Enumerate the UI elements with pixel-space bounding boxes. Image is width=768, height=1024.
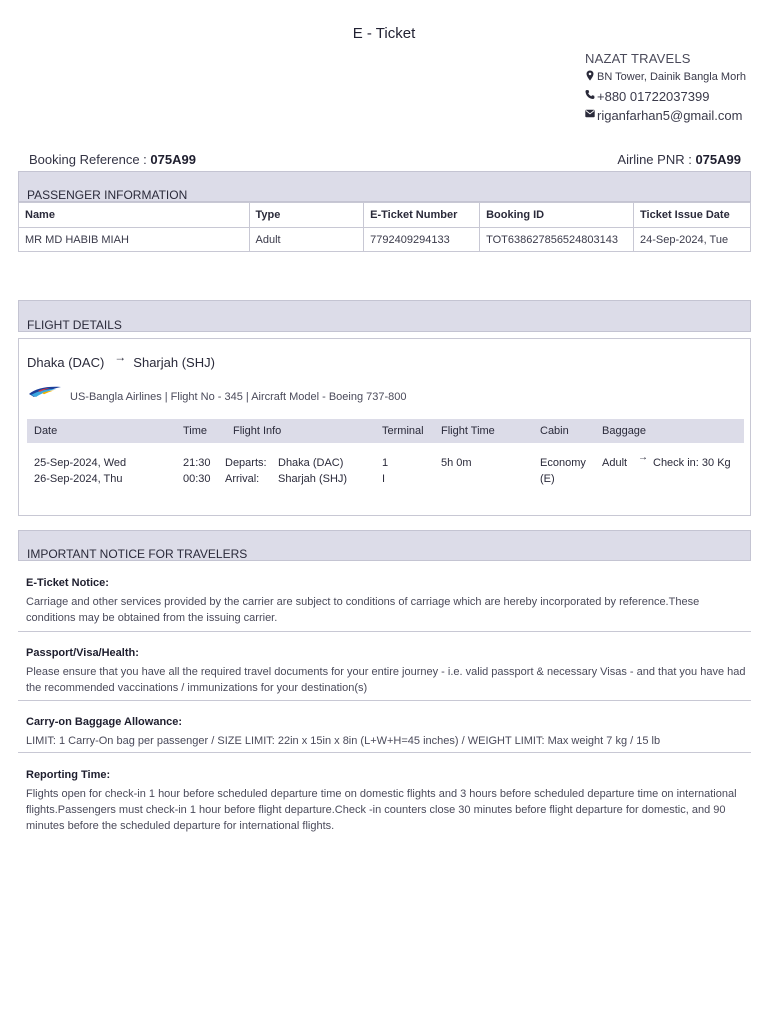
notice-passport-visa — [26, 647, 748, 696]
airline-info: US-Bangla Airlines | Flight No - 345 | Aircraft Model - Boeing 737-800 — [70, 391, 407, 403]
passenger-type: Adult — [249, 228, 364, 252]
airline-pnr-value: 075A99 — [695, 152, 741, 167]
arrival-time: 00:30 — [183, 473, 211, 485]
eticket-number: 7792409294133 — [364, 228, 480, 252]
column-header-name: Name — [19, 203, 250, 228]
arrow-right-icon: → — [638, 452, 648, 463]
arrow-right-icon: → — [114, 350, 127, 364]
agency-email — [585, 106, 765, 125]
notice-carry-on-baggage — [26, 716, 748, 749]
issue-date: 24-Sep-2024, Tue — [634, 228, 751, 252]
flight-section-header — [18, 300, 751, 332]
agency-name: NAZAT TRAVELS — [585, 51, 691, 66]
route-destination: Sharjah (SHJ) — [133, 355, 215, 370]
notice-text: Carriage and other services provided by the carrier are subject to conditions of carriage which are hereby incorporated by reference.These conditions may be obtained from the issuing carrier. — [26, 596, 700, 624]
airline-pnr — [617, 152, 741, 167]
agency-address — [585, 68, 765, 87]
divider — [18, 752, 751, 753]
envelope-icon — [585, 108, 595, 119]
phone-icon — [585, 89, 595, 100]
agency-email-text: riganfarhan5@gmail.com — [597, 108, 743, 123]
column-header-booking-id: Booking ID — [480, 203, 634, 228]
column-header-flight-info: Flight Info — [233, 425, 282, 437]
column-header-baggage: Baggage — [602, 425, 647, 437]
column-header-type: Type — [249, 203, 364, 228]
passenger-section-title: PASSENGER INFORMATION — [27, 188, 188, 202]
column-header-issue-date: Ticket Issue Date — [634, 203, 751, 228]
airline-logo — [28, 385, 62, 399]
notice-title: Reporting Time: — [26, 769, 111, 781]
booking-reference-value: 075A99 — [150, 152, 196, 167]
booking-id: TOT638627856524803143 — [480, 228, 634, 252]
arrival-place: Sharjah (SHJ) — [278, 473, 348, 485]
arrival-terminal: I — [382, 473, 386, 485]
route-origin: Dhaka (DAC) — [27, 355, 105, 370]
reference-row — [29, 152, 741, 167]
notice-text: LIMIT: 1 Carry-On bag per passenger / SIZE LIMIT: 22in x 15in x 8in (L+W+H=45 inches) / WEIGHT LIMIT: Max weight 7 kg / 15 lb — [26, 735, 661, 747]
departure-terminal: 1 — [382, 457, 389, 469]
column-header-cabin: Cabin — [540, 425, 569, 437]
notice-section-header — [18, 530, 751, 561]
flight-route — [27, 350, 215, 370]
cabin-class: Economy — [540, 457, 586, 469]
cabin-class-code: (E) — [540, 473, 555, 485]
agency-info — [585, 51, 765, 125]
segment-table-header — [27, 419, 744, 443]
airline-pnr-label: Airline PNR : — [617, 152, 692, 167]
arrival-date: 26-Sep-2024, Thu — [34, 473, 123, 485]
arrival-label: Arrival: — [225, 473, 260, 485]
column-header-time: Time — [183, 425, 208, 437]
divider — [18, 631, 751, 632]
notice-title: Passport/Visa/Health: — [26, 647, 139, 659]
column-header-terminal: Terminal — [382, 425, 424, 437]
passenger-name: MR MD HABIB MIAH — [19, 228, 250, 252]
flight-section-title: FLIGHT DETAILS — [27, 318, 122, 332]
passenger-section-header — [18, 171, 751, 202]
passenger-table — [18, 202, 751, 252]
notice-reporting-time — [26, 769, 748, 834]
flight-details-box — [18, 338, 751, 516]
notice-eticket — [26, 577, 748, 626]
location-pin-icon — [585, 70, 595, 81]
passenger-table-header — [19, 203, 751, 228]
baggage-allowance: Check in: 30 Kg — [653, 457, 731, 469]
departure-label: Departs: — [225, 457, 267, 469]
notice-text: Please ensure that you have all the required travel documents for your entire journey - i.e. valid passport & necessary Visas - and that you have had the recommended vaccinations / immunizations for your destination(s) — [26, 666, 746, 694]
departure-date: 25-Sep-2024, Wed — [34, 457, 127, 469]
page-title: E - Ticket — [352, 25, 416, 42]
notice-text: Flights open for check-in 1 hour before scheduled departure time on domestic flights and 3 hours before scheduled departure time on international flights.Passengers must check-in 1 hour before flight departure.Check -in counters close 30 minutes before flight departure for domestic, and 90 minutes before the scheduled departure for international flights. — [26, 788, 737, 832]
column-header-flight-time: Flight Time — [441, 425, 495, 437]
baggage-type: Adult — [602, 457, 628, 469]
table-row — [19, 228, 751, 252]
agency-phone-text: +880 01722037399 — [597, 89, 710, 104]
divider — [18, 700, 751, 701]
column-header-eticket: E-Ticket Number — [364, 203, 480, 228]
agency-phone — [585, 87, 765, 106]
notice-section-title: IMPORTANT NOTICE FOR TRAVELERS — [27, 547, 248, 561]
agency-address-text: BN Tower, Dainik Bangla Morh — [597, 71, 746, 83]
notice-title: E-Ticket Notice: — [26, 577, 109, 589]
notice-title: Carry-on Baggage Allowance: — [26, 716, 183, 728]
flight-duration: 5h 0m — [441, 457, 472, 469]
booking-reference-label: Booking Reference : — [29, 152, 147, 167]
departure-place: Dhaka (DAC) — [278, 457, 344, 469]
booking-reference — [29, 152, 196, 167]
column-header-date: Date — [34, 425, 58, 437]
departure-time: 21:30 — [183, 457, 211, 469]
